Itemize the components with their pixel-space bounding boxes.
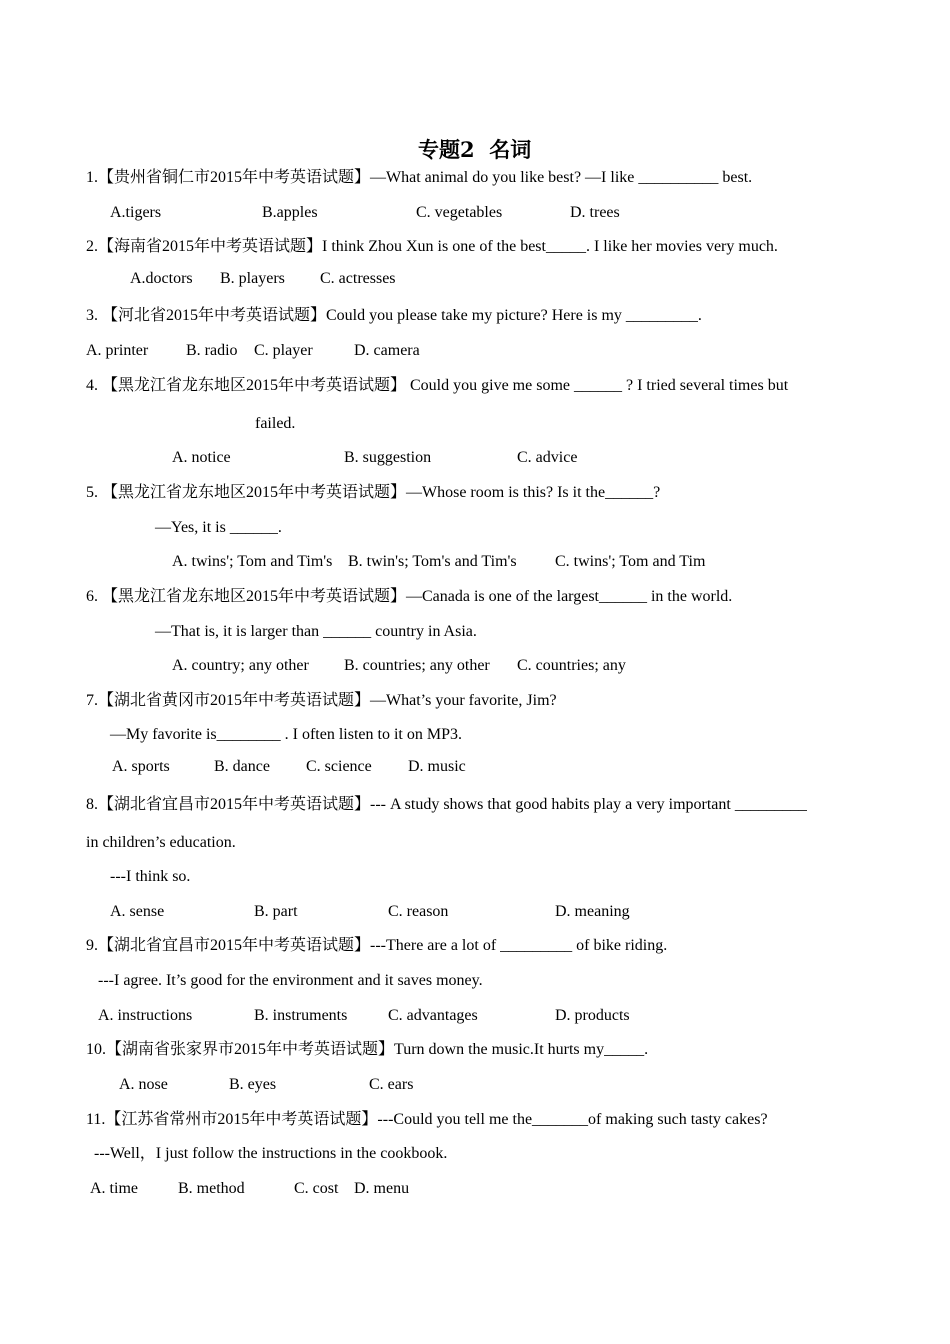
option-q10-a: A. nose (119, 1076, 168, 1093)
option-q1-d: D. trees (570, 204, 620, 221)
option-q1-c: C. vegetables (416, 204, 503, 221)
question-11-reply: ---Well，I just follow the instructions in the cookbook. (94, 1145, 448, 1162)
question-10: 10.【湖南省张家界市2015年中考英语试题】Turn down the music.It hurts my_____. (86, 1041, 649, 1058)
option-q11-b: B. method (178, 1180, 245, 1197)
option-q4-c: C. advice (517, 449, 578, 466)
option-q8-a: A. sense (110, 903, 165, 920)
option-q2-b: B. players (220, 270, 285, 287)
option-q5-a: A. twins'; Tom and Tim's (172, 553, 333, 570)
option-q10-c: C. ears (369, 1076, 414, 1093)
question-8: 8.【湖北省宜昌市2015年中考英语试题】--- A study shows that good habits play a very important _________ (86, 796, 807, 813)
question-7-reply: —My favorite is________ . I often listen to it on MP3. (110, 726, 462, 743)
option-q4-b: B. suggestion (344, 449, 432, 466)
question-9-reply: ---I agree. It’s good for the environment and it saves money. (98, 972, 483, 989)
option-q8-d: D. meaning (555, 903, 630, 920)
question-3: 3. 【河北省2015年中考英语试题】Could you please take my picture? Here is my _________. (86, 307, 702, 324)
option-q2-c: C. actresses (320, 270, 396, 287)
question-6-reply: —That is, it is larger than ______ country in Asia. (155, 623, 477, 640)
question-9: 9.【湖北省宜昌市2015年中考英语试题】---There are a lot of _________ of bike riding. (86, 937, 668, 954)
option-q9-a: A. instructions (98, 1007, 193, 1024)
option-q8-c: C. reason (388, 903, 449, 920)
option-q1-b: B.apples (262, 204, 318, 221)
option-q5-c: C. twins'; Tom and Tim (555, 553, 706, 570)
option-q6-b: B. countries; any other (344, 657, 490, 674)
option-q3-a: A. printer (86, 342, 149, 359)
option-q3-c: C. player (254, 342, 313, 359)
option-q11-c: C. cost (294, 1180, 339, 1197)
question-1: 1.【贵州省铜仁市2015年中考英语试题】—What animal do you like best? —I like __________ best. (86, 169, 753, 186)
option-q9-d: D. products (555, 1007, 630, 1024)
question-6: 6. 【黑龙江省龙东地区2015年中考英语试题】—Canada is one of the largest______ in the world. (86, 588, 733, 605)
option-q9-c: C. advantages (388, 1007, 478, 1024)
option-q7-a: A. sports (112, 758, 170, 775)
option-q7-b: B. dance (214, 758, 270, 775)
question-2: 2.【海南省2015年中考英语试题】I think Zhou Xun is one of the best_____. I like her movies very much. (86, 238, 778, 255)
page-title: 专题2 名词 (418, 137, 532, 162)
option-q11-a: A. time (90, 1180, 138, 1197)
question-5-reply: —Yes, it is ______. (155, 519, 282, 536)
option-q9-b: B. instruments (254, 1007, 348, 1024)
option-q7-c: C. science (306, 758, 372, 775)
option-q6-c: C. countries; any (517, 657, 626, 674)
option-q6-a: A. country; any other (172, 657, 309, 674)
option-q4-a: A. notice (172, 449, 231, 466)
question-8-reply: ---I think so. (110, 868, 191, 885)
option-q5-b: B. twin's; Tom's and Tim's (348, 553, 517, 570)
option-q7-d: D. music (408, 758, 466, 775)
question-5: 5. 【黑龙江省龙东地区2015年中考英语试题】—Whose room is this? Is it the______? (86, 484, 661, 501)
question-11: 11.【江苏省常州市2015年中考英语试题】---Could you tell me the_______of making such tasty cakes? (86, 1111, 768, 1128)
question-7: 7.【湖北省黄冈市2015年中考英语试题】—What’s your favorite, Jim? (86, 692, 557, 709)
option-q8-b: B. part (254, 903, 298, 920)
option-q10-b: B. eyes (229, 1076, 277, 1093)
option-q2-a: A.doctors (130, 270, 193, 287)
option-q3-b: B. radio (186, 342, 238, 359)
question-4-continued: failed. (255, 415, 296, 432)
option-q3-d: D. camera (354, 342, 420, 359)
option-q11-d: D. menu (354, 1180, 410, 1197)
question-4: 4. 【黑龙江省龙东地区2015年中考英语试题】 Could you give me some ______ ? I tried several times but (86, 377, 789, 394)
option-q1-a: A.tigers (110, 204, 162, 221)
question-8-continued: in children’s education. (86, 834, 236, 851)
